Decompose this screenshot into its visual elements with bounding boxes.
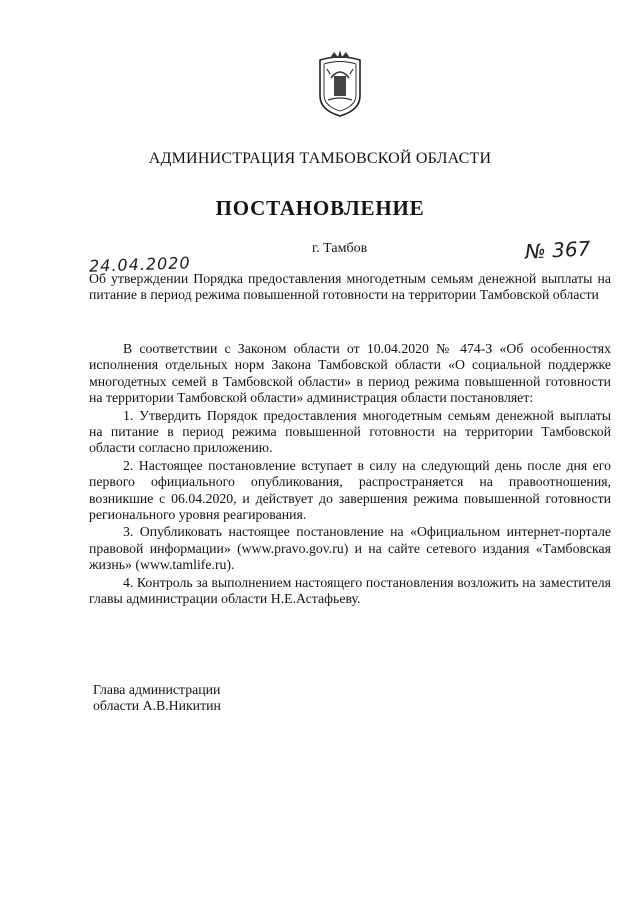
signature-title: Глава администрации <box>93 682 221 697</box>
item-paragraph-4: 4. Контроль за выполнением настоящего постановления возложить на заместителя главы администрации области Н.Е.Астафьеву. <box>89 574 611 607</box>
signature-name: области А.В.Никитин <box>93 698 221 713</box>
handwritten-date: 24.04.2020 <box>88 253 191 276</box>
document-body <box>89 341 611 609</box>
item-paragraph-2: 2. Настоящее постановление вступает в силу на следующий день после дня его первого официального опубликования, распространяется на правоотношения, возникшие с 06.04.2020, и действует до завершения режима повышенной готовности регионального уровня реагирования. <box>89 457 611 523</box>
document-subject: Об утверждении Порядка предоставления многодетным семьям денежной выплаты на питание в период режима повышенной готовности на территории Тамбовской области <box>89 271 611 302</box>
handwritten-document-number: № 367 <box>524 236 591 264</box>
organization-name: АДМИНИСТРАЦИЯ ТАМБОВСКОЙ ОБЛАСТИ <box>148 150 492 167</box>
preamble-paragraph: В соответствии с Законом области от 10.04.2020 № 474-З «Об особенностях исполнения отдельных норм Закона Тамбовской области «О социальной поддержке многодетных семей в Тамбовской области» в период режима повышенной готовности на территории Тамбовской области» администрация области постановляет: <box>89 341 611 406</box>
city-label: г. Тамбов <box>312 241 368 256</box>
document-type-title: ПОСТАНОВЛЕНИЕ <box>215 196 425 220</box>
item-paragraph-1: 1. Утвердить Порядок предоставления многодетным семьям денежной выплаты на питание в период режима повышенной готовности на территории Тамбовской области согласно приложению. <box>89 407 611 456</box>
signature-block <box>93 682 221 714</box>
item-paragraph-3: 3. Опубликовать настоящее постановление на «Официальном интернет-портале правовой информации» (www.pravo.gov.ru) и на сайте сетевого издания «Тамбовская жизнь» (www.tamlife.ru). <box>89 524 611 573</box>
coat-of-arms-emblem <box>316 50 364 118</box>
